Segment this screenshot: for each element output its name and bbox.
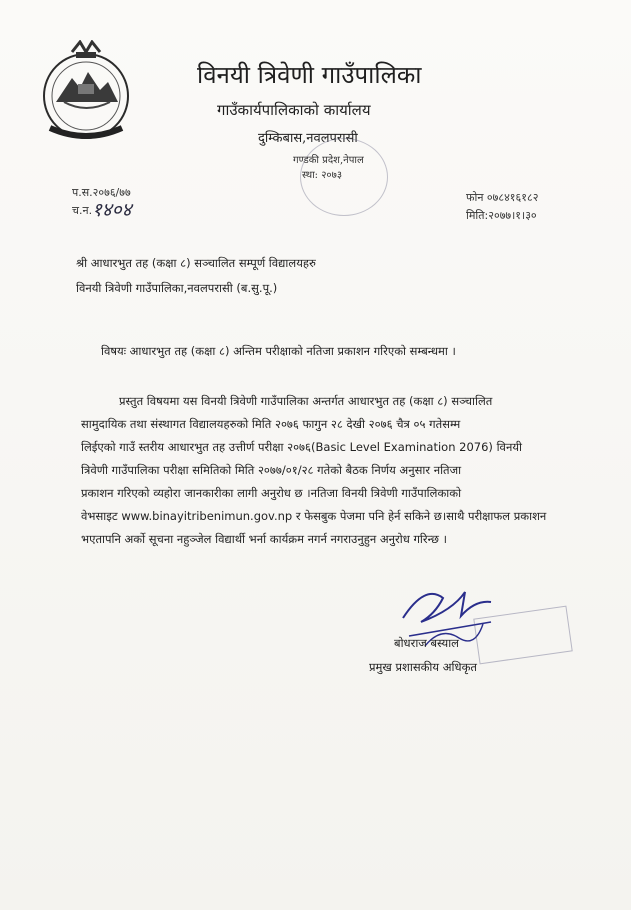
- letter-number: प.स.२०७६/७७: [72, 186, 131, 199]
- body-line: भएतापनि अर्को सूचना नहुञ्जेल विद्यार्थी भर्ना कार्यक्रम नगर्न नगराउनुहुन अनुरोध गरिन्छ ।: [81, 532, 447, 546]
- established-line: स्था: २०७३: [302, 170, 343, 181]
- body-paragraph: [81, 390, 586, 551]
- letter-date: मिति:२०७७।१।३०: [466, 209, 537, 222]
- body-line: लिईएको गाउँ स्तरीय आधारभुत तह उत्तीर्ण परीक्षा २०७६(Basic Level Examination 2076) विनयी: [81, 440, 522, 454]
- province-line: गण्डकी प्रदेश,नेपाल: [293, 155, 364, 166]
- phone-number: फोन ०७८४१६१८२: [466, 191, 539, 204]
- body-line: त्रिवेणी गाउँपालिका परीक्षा समितिको मिति २०७७/०१/२८ गतेको बैठक निर्णय अनुसार नतिजा: [81, 463, 462, 477]
- municipality-title: विनयी त्रिवेणी गाउँपालिका: [197, 61, 422, 89]
- body-line: वेभसाइट www.binayitribenimun.gov.np र फेसबुक पेजमा पनि हेर्न सकिने छ।साथै परीक्षाफल प्रकाशन: [81, 509, 547, 523]
- recipient-line-2: विनयी त्रिवेणी गाउँपालिका,नवलपरासी (ब.सु.पू.): [76, 281, 278, 295]
- dispatch-label: च.न.: [72, 204, 93, 217]
- dispatch-number: १४०४: [92, 199, 132, 221]
- signatory-designation: प्रमुख प्रशासकीय अधिकृत: [369, 660, 477, 674]
- office-address: दुम्किबास,नवलपरासी: [258, 131, 358, 146]
- body-line: सामुदायिक तथा संस्थागत विद्यालयहरुको मिति २०७६ फागुन २८ देखी २०७६ चैत्र ०५ गतेसम्म: [81, 417, 461, 431]
- nepal-government-emblem-icon: [28, 40, 144, 144]
- body-line: प्रस्तुत विषयमा यस विनयी त्रिवेणी गाउँपालिका अन्तर्गत आधारभुत तह (कक्षा ८) सञ्चालित: [119, 394, 493, 408]
- signatory-name: बोधराज बस्याल: [394, 636, 459, 650]
- office-name: गाउँकार्यपालिकाको कार्यालय: [217, 101, 371, 119]
- body-line: प्रकाशन गरिएको व्यहोरा जानकारीका लागी अनुरोध छ ।नतिजा विनयी त्रिवेणी गाउँपालिकाको: [81, 486, 462, 500]
- subject-line: विषयः आधारभुत तह (कक्षा ८) अन्तिम परीक्षाको नतिजा प्रकाशन गरिएको सम्बन्धमा ।: [101, 344, 456, 358]
- recipient-line-1: श्री आधारभुत तह (कक्षा ८) सञ्चालित सम्पूर्ण विद्यालयहरु: [76, 256, 316, 270]
